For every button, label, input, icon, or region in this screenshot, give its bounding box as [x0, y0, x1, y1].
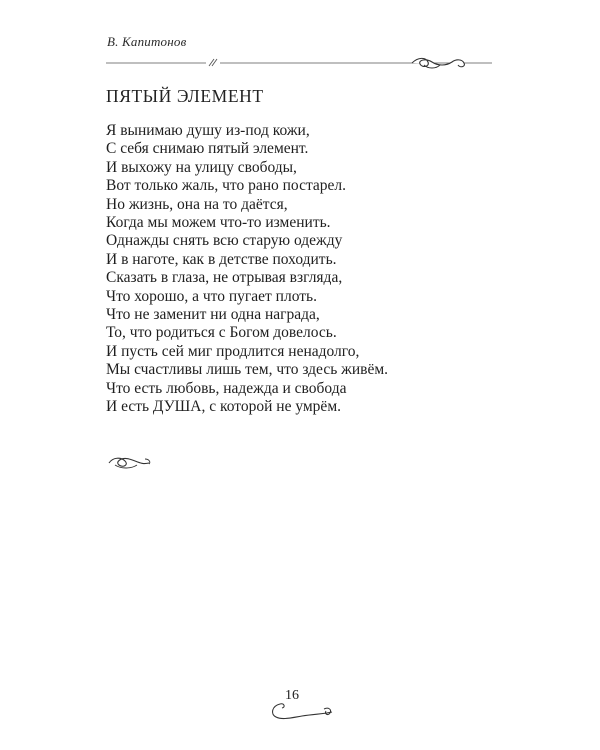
poem-line: То, что родиться с Богом довелось.	[106, 324, 337, 342]
page-number: 16	[285, 688, 299, 703]
poem-line: Когда мы можем что-то изменить.	[106, 214, 331, 232]
poem-line: Однажды снять всю старую одежду	[106, 232, 343, 250]
poem-line: Что хорошо, а что пугает плоть.	[106, 287, 317, 305]
poem-line: Что есть любовь, надежда и свобода	[106, 379, 347, 397]
running-head-author: В. Капитонов	[107, 34, 187, 49]
header-rule-flourish-icon	[106, 56, 492, 76]
poem-line: И есть ДУША, с которой не умрём.	[106, 398, 341, 416]
poem-line: И в наготе, как в детстве походить.	[106, 250, 337, 268]
poem-line: Что не заменит ни одна награда,	[106, 306, 320, 324]
poem-line: И пусть сей миг продлится ненадолго,	[106, 342, 360, 360]
poem-title: ПЯТЫЙ ЭЛЕМЕНТ	[106, 86, 264, 106]
poem-line: Мы счастливы лишь тем, что здесь живём.	[106, 361, 389, 379]
footer-flourish-icon	[266, 700, 338, 724]
poem-line: Я вынимаю душу из-под кожи,	[106, 122, 310, 139]
poem-line: И выхожу на улицу свободы,	[106, 158, 297, 176]
poem-body	[106, 122, 388, 417]
poem-line: С себя снимаю пятый элемент.	[106, 140, 309, 158]
end-of-poem-flourish-icon	[107, 451, 153, 473]
poem-line: Но жизнь, она на то даётся,	[106, 195, 288, 213]
poem-line: Вот только жаль, что рано постарел.	[106, 177, 347, 195]
poem-line: Сказать в глаза, не отрывая взгляда,	[106, 269, 343, 287]
